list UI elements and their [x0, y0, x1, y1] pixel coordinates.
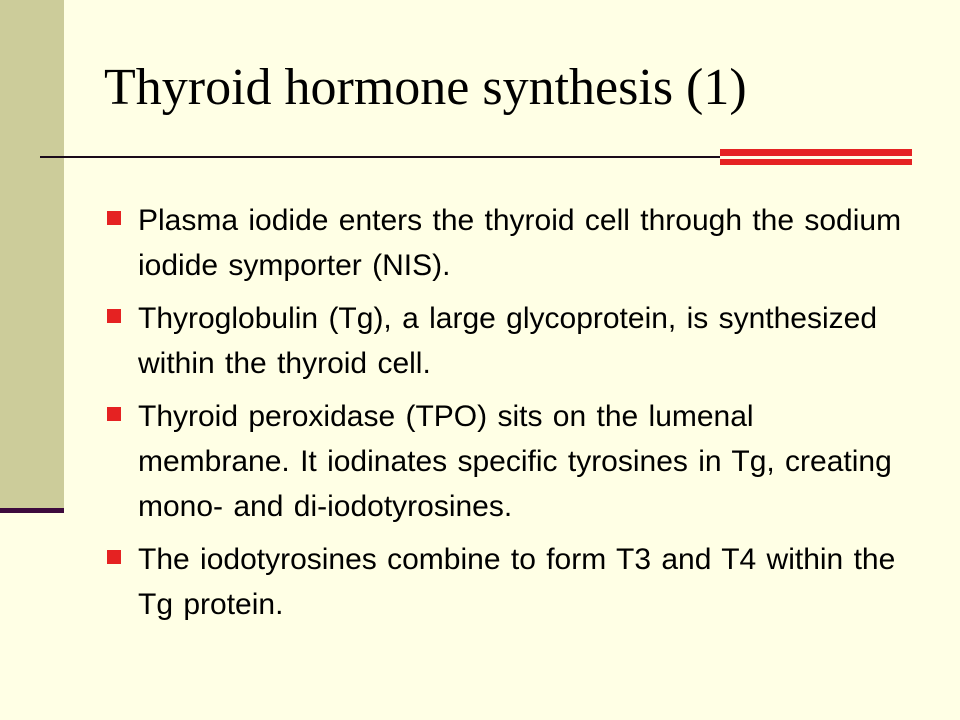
accent-bar-top — [720, 149, 912, 156]
bullet-item — [104, 198, 904, 288]
bullet-list — [104, 198, 904, 635]
bullet-item — [104, 296, 904, 386]
square-bullet-icon — [107, 211, 121, 225]
square-bullet-icon — [107, 407, 121, 421]
bullet-text: Thyroid peroxidase (TPO) sits on the lumenal membrane. It iodinates specific tyrosines in Tg, creating mono- and di-iodotyrosines. — [138, 400, 892, 523]
bullet-item — [104, 537, 904, 627]
square-bullet-icon — [107, 309, 121, 323]
bullet-text: The iodotyrosines combine to form T3 and T4 within the Tg protein. — [138, 543, 896, 621]
left-decorative-rule — [0, 508, 64, 513]
accent-bar-bottom — [720, 159, 912, 165]
bullet-text: Thyroglobulin (Tg), a large glycoprotein, is synthesized within the thyroid cell. — [138, 302, 878, 380]
left-decorative-band — [0, 0, 64, 510]
square-bullet-icon — [107, 550, 121, 564]
title-underline-rule — [40, 156, 720, 158]
slide-title: Thyroid hormone synthesis (1) — [104, 59, 747, 116]
bullet-item — [104, 394, 904, 529]
bullet-text: Plasma iodide enters the thyroid cell through the sodium iodide symporter (NIS). — [138, 204, 902, 282]
